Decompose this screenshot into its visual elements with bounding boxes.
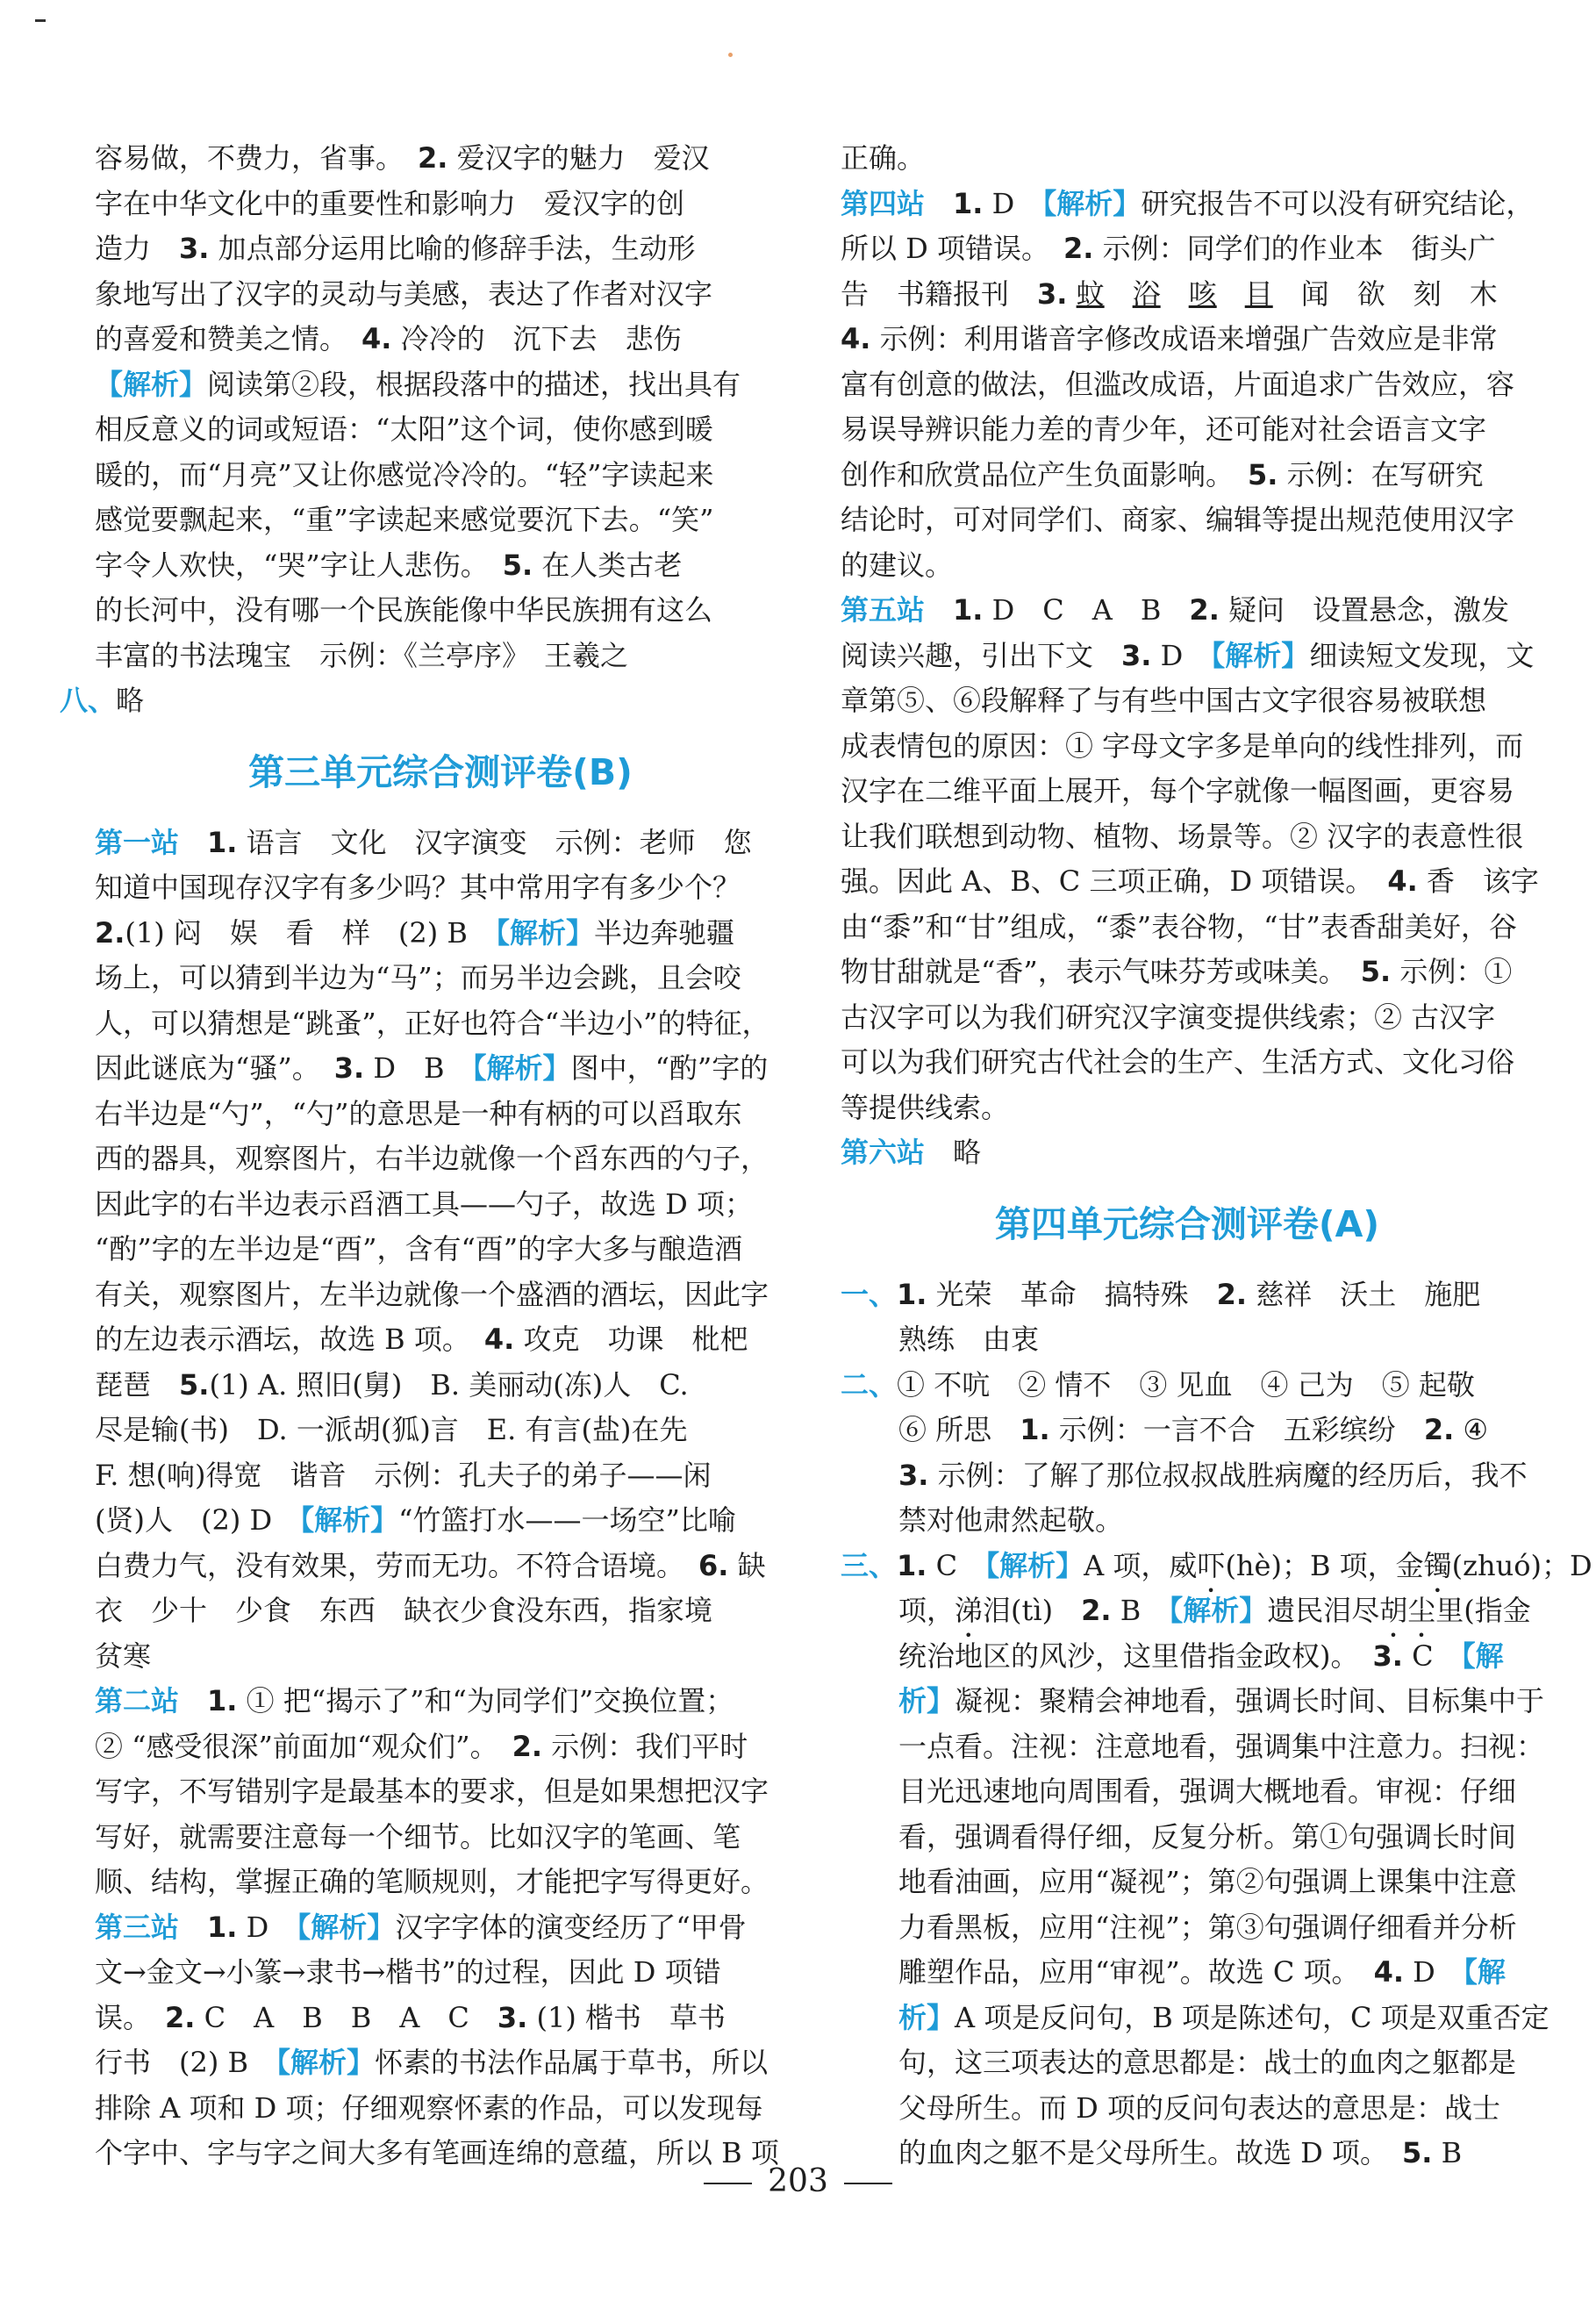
text-line: 个字中、字与字之间大多有笔画连绵的意蕴，所以 B 项 — [95, 2136, 779, 2169]
text-line: 字在中华文化中的重要性和影响力 爱汉字的创 — [95, 186, 685, 220]
text-line: 看，强调看得仔细，反复分析。第①句强调长时间 — [898, 1819, 1517, 1854]
section-title: 第四单元综合测评卷(A) — [994, 1202, 1380, 1245]
text-line: 暖的，而“月亮”又让你感觉冷冷的。“轻”字读起来 — [95, 457, 714, 491]
print-dot — [728, 53, 733, 57]
text-line: 力看黑板，应用“注视”；第③句强调仔细看并分析 — [898, 1910, 1517, 1944]
text-line: 所以 D 项错误。 2. 示例：同学们的作业本 街头广 — [841, 232, 1496, 265]
text-line: 行书 (2) B 【解析】怀素的书法作品属于草书，所以 — [95, 2046, 769, 2079]
section-number: 一、 — [841, 1277, 898, 1311]
analysis-tag: 【解析】 — [300, 1503, 399, 1537]
station-label: 第一站 — [95, 825, 180, 859]
text-line: 一、1. 光荣 革命 搞特殊 2. 慈祥 沃土 施肥 — [841, 1277, 1481, 1311]
text-line: 顺、结构，掌握正确的笔顺规则，才能把字写得更好。 — [95, 1865, 769, 1898]
left-column — [60, 136, 786, 2176]
text-line: 第三站 1. D 【解析】汉字字体的演变经历了“甲骨 — [95, 1910, 747, 1944]
analysis-tag: 【解析】 — [297, 1910, 396, 1944]
text-line: 写好，就需要注意每一个细节。比如汉字的笔画、笔 — [95, 1819, 741, 1854]
text-line: 4. 示例：利用谐音字修改成语来增强广告效应是非常 — [841, 322, 1498, 355]
text-line: 父母所生。而 D 项的反问句表达的意思是：战士 — [898, 2090, 1501, 2125]
text-line: 汉字在二维平面上展开，每个字就像一幅图画，更容易 — [841, 774, 1515, 807]
text-line: 场上，可以猜到半边为“马”；而另半边会跳，且会咬 — [95, 961, 741, 994]
text-line: 第五站 1. D C A B 2. 疑问 设置悬念，激发 — [841, 593, 1510, 627]
text-line: 写字，不写错别字是最基本的要求，但是如果想把汉字 — [95, 1775, 769, 1808]
analysis-tag: 【解析】 — [1042, 186, 1142, 220]
text-line: 人，可以猜想是“跳蚤”，正好也符合“半边小”的特征， — [95, 1006, 770, 1040]
station-label: 第二站 — [95, 1684, 180, 1717]
text-line: 知道中国现存汉字有多少吗？其中常用字有多少个？ — [95, 871, 741, 904]
text-line: 一点看。注视：注意地看，强调集中注意力。扫视： — [898, 1729, 1545, 1763]
text-line: (贤)人 (2) D 【解析】“竹篮打水——一场空”比喻 — [95, 1503, 736, 1537]
text-line: 阅读兴趣，引出下文 3. D 【解析】细读短文发现，文 — [841, 638, 1535, 672]
text-line: 第一站 1. 语言 文化 汉字演变 示例：老师 您 — [95, 825, 752, 859]
text-line: 第六站 略 — [841, 1136, 982, 1169]
text-line: 熟练 由衷 — [898, 1323, 1040, 1356]
text-line: 【解析】阅读第②段，根据段落中的描述，找出具有 — [95, 367, 741, 401]
text-line: “酌”字的左半边是“酉”，含有“酉”的字大多与酿造酒 — [95, 1232, 743, 1266]
text-line: 结论时，可对同学们、商家、编辑等提出规范使用汉字 — [841, 503, 1515, 536]
text-line: 目光迅速地向周围看，强调大概地看。审视：仔细 — [898, 1775, 1517, 1808]
text-line: 因此字的右半边表示舀酒工具——勺子，故选 D 项； — [95, 1187, 754, 1221]
text-line: 丰富的书法瑰宝 示例：《兰亭序》 王羲之 — [95, 638, 629, 672]
text-line: 的建议。 — [841, 548, 954, 582]
text-line: 第二站 1. ① 把“揭示了”和“为同学们”交换位置； — [95, 1684, 734, 1717]
text-line: 衣 少十 少食 东西 缺衣少食没东西，指家境 — [95, 1594, 713, 1627]
text-line: 3. 示例：了解了那位叔叔战胜病魔的经历后，我不 — [898, 1458, 1528, 1492]
analysis-tag: 【解析】 — [95, 367, 208, 401]
text-line: 强。因此 A、B、C 三项正确，D 项错误。 4. 香 该字 — [841, 864, 1539, 898]
text-line: 象地写出了汉字的灵动与美感，表达了作者对汉字 — [95, 276, 713, 311]
text-line: 八、略 — [60, 684, 145, 717]
analysis-tag: 【解 — [1461, 1638, 1504, 1673]
text-line: 统治地区的风沙，这里借指金政权)。 3. C 【解 — [898, 1638, 1504, 1673]
text-line: 可以为我们研究古代社会的生产、生活方式、文化习俗 — [841, 1045, 1515, 1079]
text-line: 相反意义的词或短语：“太阳”这个词，使你感到暖 — [95, 412, 713, 446]
text-line: ⑥ 所思 1. 示例：一言不合 五彩缤纷 2. ④ — [898, 1413, 1489, 1446]
text-line: 章第⑤、⑥段解释了与有些中国古文字很容易被联想 — [841, 684, 1487, 717]
analysis-tag: 析】 — [898, 2000, 955, 2034]
text-line: 雕塑作品，应用“审视”。故选 C 项。 4. D 【解 — [898, 1955, 1506, 1989]
text-line: 感觉要飘起来，“重”字读起来感觉要沉下去。“笑” — [95, 503, 714, 536]
text-line: 二、① 不吭 ② 情不 ③ 见血 ④ 己为 ⑤ 起敬 — [841, 1367, 1475, 1402]
text-line: 造力 3. 加点部分运用比喻的修辞手法，生动形 — [95, 232, 696, 265]
text-line: 2.(1) 闷 娱 看 样 (2) B 【解析】半边奔驰疆 — [95, 915, 734, 950]
text-line: 误。 2. C A B B A C 3. (1) 楷书 草书 — [95, 2000, 726, 2034]
section-number: 八、 — [60, 684, 117, 717]
analysis-tag: 【解析】 — [472, 1051, 571, 1085]
text-line: 析】A 项是反问句，B 项是陈述句，C 项是双重否定 — [898, 2000, 1549, 2034]
text-line: 句，这三项表达的意思都是：战士的血肉之躯都是 — [898, 2046, 1517, 2079]
text-line: 琵琶 5.(1) A. 照旧(舅) B. 美丽动(冻)人 C. — [95, 1367, 689, 1402]
text-line: 三、1. C 【解析】A 项，威吓(hè)；B 项，金镯(zhuó)；D — [841, 1548, 1592, 1582]
text-line: 第四站 1. D 【解析】研究报告不可以没有研究结论， — [841, 186, 1535, 220]
analysis-tag: 【解析】 — [276, 2046, 376, 2079]
text-line: 创作和欣赏品位产生负面影响。 5. 示例：在写研究 — [841, 457, 1484, 491]
text-line: 项，涕泪(tì) 2. B 【解析】遗民泪尽胡尘里(指金 — [898, 1594, 1531, 1627]
analysis-tag: 【解析】 — [1169, 1594, 1268, 1627]
text-line: 的长河中，没有哪一个民族能像中华民族拥有这么 — [95, 593, 713, 627]
page-number: 203 — [768, 2163, 828, 2199]
text-line: 白费力气，没有效果，劳而无功。不符合语境。 6. 缺 — [95, 1548, 766, 1582]
text-line: 析】凝视：聚精会神地看，强调长时间、目标集中于 — [898, 1684, 1545, 1717]
text-line: 由“黍”和“甘”组成，“黍”表谷物，“甘”表香甜美好，谷 — [841, 909, 1517, 943]
text-line: 让我们联想到动物、植物、场景等。② 汉字的表意性很 — [841, 819, 1524, 853]
page-footer — [0, 2163, 1596, 2199]
analysis-tag: 【解析】 — [985, 1548, 1084, 1582]
text-line: 贫寒 — [95, 1638, 152, 1673]
footer-dash — [704, 2183, 752, 2184]
text-line: 易误导辨识能力差的青少年，还可能对社会语言文字 — [841, 412, 1487, 446]
text-line: 古汉字可以为我们研究汉字演变提供线索；② 古汉字 — [841, 1000, 1496, 1034]
text-line: 的血肉之躯不是父母所生。故选 D 项。 5. B — [898, 2136, 1463, 2169]
section-title: 第三单元综合测评卷(B) — [248, 750, 633, 793]
text-line: 成表情包的原因：① 字母文字多是单向的线性排列，而 — [841, 728, 1524, 763]
text-line: 排除 A 项和 D 项；仔细观察怀素的作品，可以发现每 — [95, 2090, 763, 2125]
right-column — [841, 136, 1592, 2176]
text-line: F. 想(响)得宽 谐音 示例：孔夫子的弟子——闲 — [95, 1458, 712, 1492]
text-line: 的左边表示酒坛，故选 B 项。 4. 攻克 功课 枇杷 — [95, 1323, 748, 1356]
station-label: 第五站 — [841, 593, 926, 627]
text-line: 容易做，不费力，省事。 2. 爱汉字的魅力 爱汉 — [95, 141, 710, 175]
text-line: 有关，观察图片，左半边就像一个盛酒的酒坛，因此字 — [95, 1277, 769, 1311]
text-line: 富有创意的做法，但滥改成语，片面追求广告效应，容 — [841, 367, 1515, 401]
text-line: 禁对他肃然起敬。 — [898, 1503, 1124, 1537]
text-line: 字令人欢快，“哭”字让人悲伤。 5. 在人类古老 — [95, 548, 683, 582]
section-number: 三、 — [841, 1548, 898, 1582]
text-line: 右半边是“勺”，“勺”的意思是一种有柄的可以舀取东 — [95, 1096, 742, 1130]
text-line: 正确。 — [841, 141, 926, 175]
station-label: 第六站 — [841, 1136, 926, 1169]
text-line: 文→金文→小篆→隶书→楷书”的过程，因此 D 项错 — [95, 1955, 721, 1989]
text-line: 等提供线索。 — [841, 1090, 1010, 1124]
station-label: 第三站 — [95, 1910, 180, 1944]
text-line: 因此谜底为“骚”。 3. D B 【解析】图中，“酌”字的 — [95, 1051, 769, 1085]
text-line: 西的器具，观察图片，右半边就像一个舀东西的勺子， — [95, 1142, 769, 1175]
station-label: 第四站 — [841, 186, 926, 220]
text-line: 告 书籍报刊 3. 蚊 浴 咳 目 闻 欲 刻 木 — [841, 276, 1498, 311]
text-line: 物甘甜就是“香”，表示气味芬芳或味美。 5. 示例：① — [841, 955, 1513, 988]
footer-dash — [844, 2183, 892, 2184]
section-number: 二、 — [841, 1367, 898, 1402]
analysis-tag: 【解析】 — [1211, 638, 1310, 672]
analysis-tag: 【解 — [1463, 1955, 1506, 1989]
corner-mark — [35, 19, 46, 22]
analysis-tag: 【解析】 — [495, 915, 594, 950]
text-line: 的喜爱和赞美之情。 4. 冷冷的 沉下去 悲伤 — [95, 322, 682, 355]
text-line: 尽是输(书) D. 一派胡(狐)言 E. 有言(盐)在先 — [95, 1413, 688, 1446]
text-line: 地看油画，应用“凝视”；第②句强调上课集中注意 — [898, 1865, 1517, 1898]
text-line: ② “感受很深”前面加“观众们”。 2. 示例：我们平时 — [95, 1729, 748, 1763]
analysis-tag: 析】 — [898, 1684, 955, 1717]
